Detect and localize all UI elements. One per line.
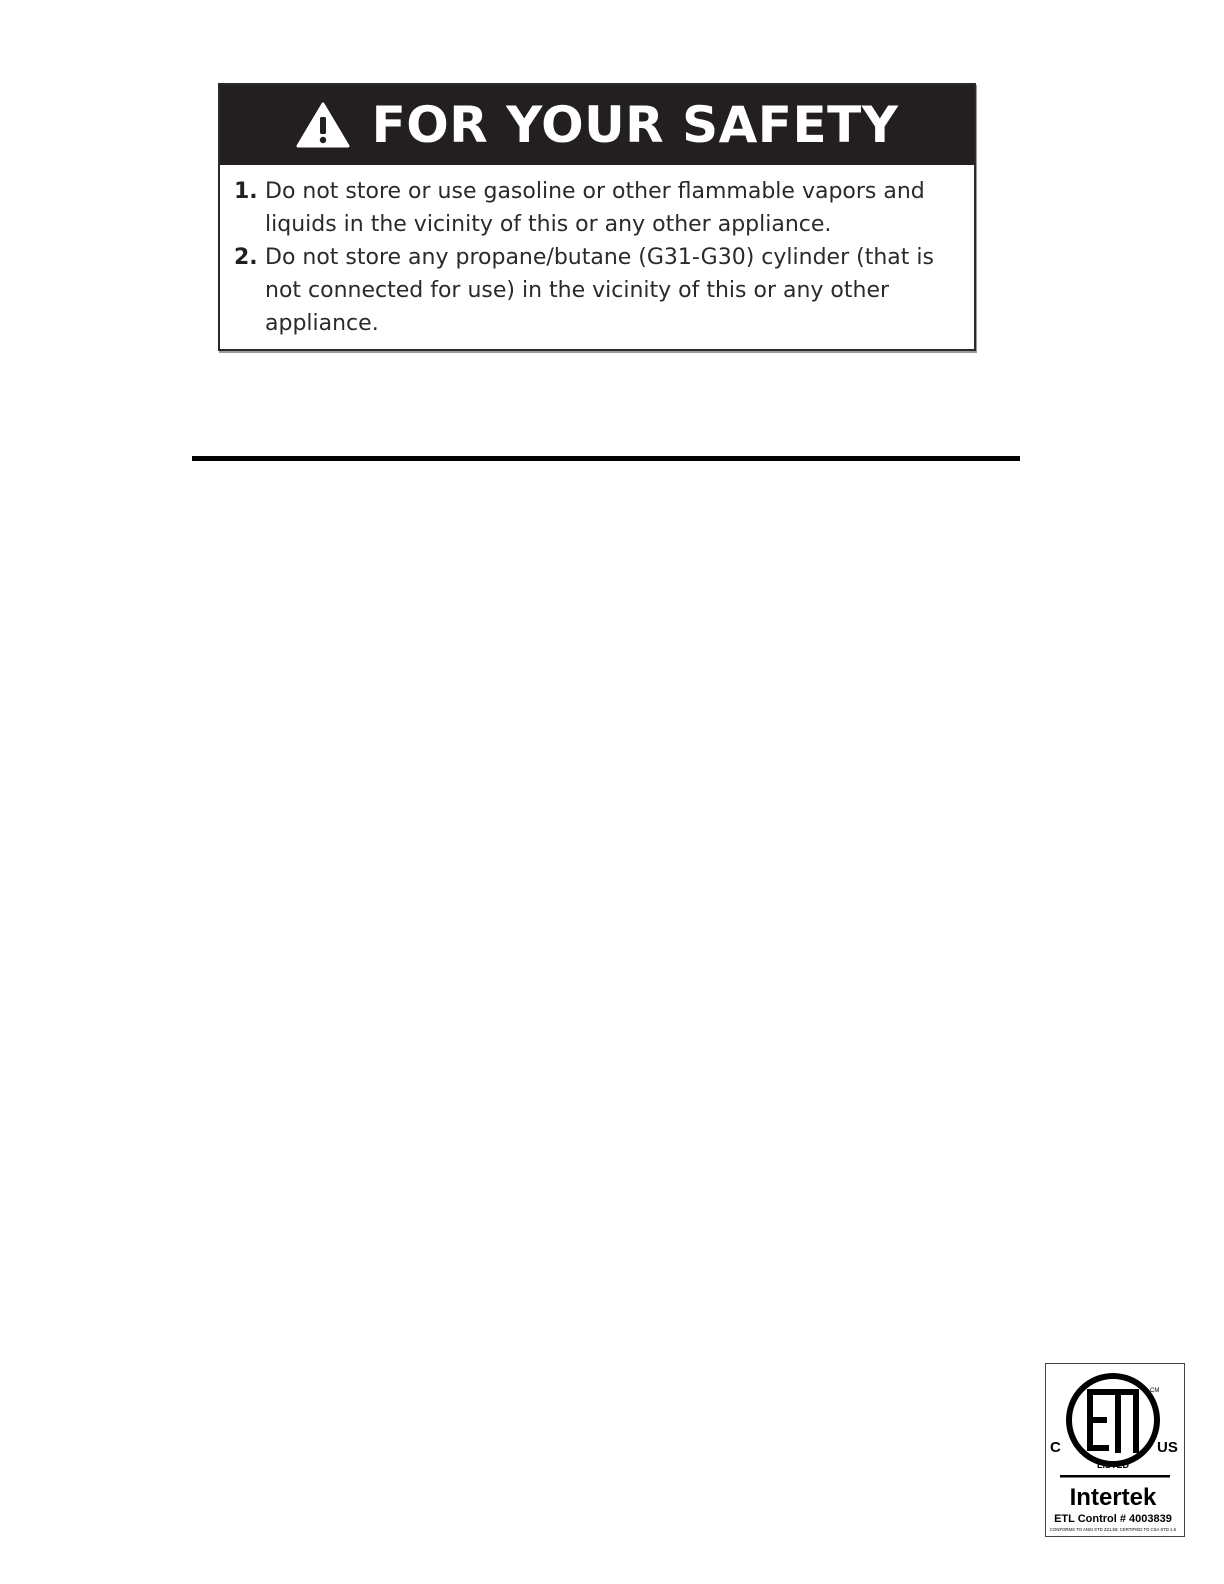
intertek-brand: Intertek xyxy=(1069,1484,1157,1511)
instruction-text: Do not store any propane/butane (G31-G30) cylinder (that is not connected for use) in the vicinity of this or any other appliance. xyxy=(265,245,934,336)
horizontal-divider xyxy=(192,456,1020,461)
etl-control-number: ETL Control # 4003839 xyxy=(1054,1513,1172,1525)
conformity-statement: CONFORMS TO ANSI STD Z21.58; CERTIFIED TO CSA STD 1.6 xyxy=(1049,1527,1177,1532)
canada-mark: C xyxy=(1050,1439,1061,1456)
warning-triangle-icon xyxy=(296,101,350,149)
instruction-text: Do not store or use gasoline or other flammable vapors and liquids in the vicinity of this or any other appliance. xyxy=(265,179,925,237)
instruction-number: 2. xyxy=(234,245,258,270)
safety-notice-box xyxy=(218,83,976,351)
etl-listed-certification-mark xyxy=(1045,1363,1185,1537)
instruction-number: 1. xyxy=(234,179,258,204)
safety-notice-title: FOR YOUR SAFETY xyxy=(371,96,899,154)
safety-instruction-item xyxy=(234,175,960,241)
safety-instruction-item xyxy=(234,241,960,340)
listed-label: LISTED xyxy=(1096,1460,1130,1470)
safety-notice-header xyxy=(220,85,974,165)
safety-instructions-list xyxy=(220,165,974,340)
etl-logo-graphic xyxy=(1046,1364,1184,1536)
etl-letterform xyxy=(1090,1392,1136,1450)
svg-text:CM: CM xyxy=(1150,1388,1160,1394)
us-mark: US xyxy=(1157,1439,1178,1456)
